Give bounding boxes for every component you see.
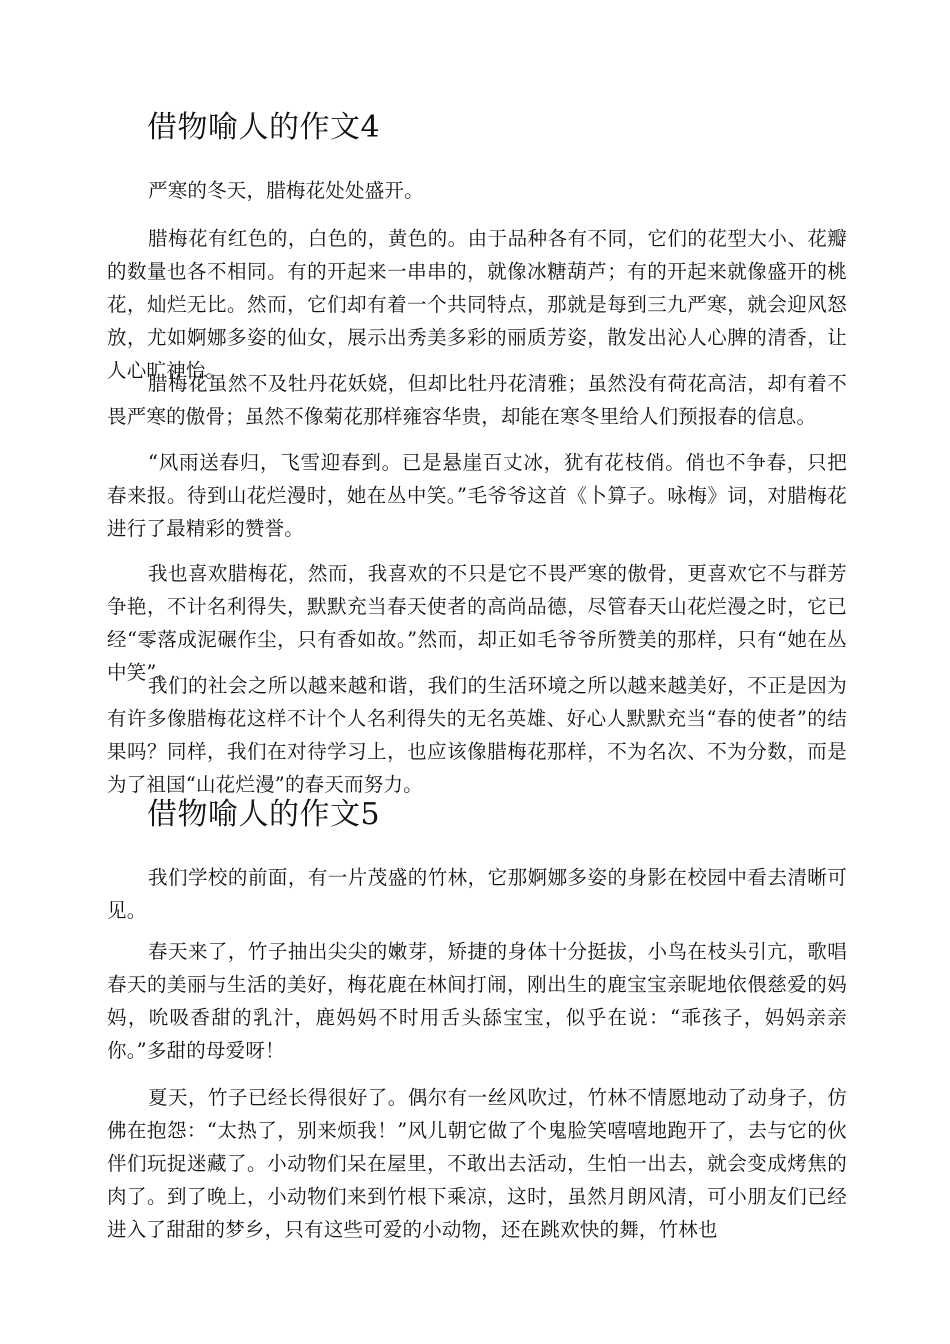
paragraph: 夏天，竹子已经长得很好了。偶尔有一丝风吹过，竹林不情愿地动了动身子，仿佛在抱怨：“太热了，别来烦我！”风儿朝它做了个鬼脸笑嘻嘻地跑开了，去与它的伙伴们玩捉迷藏了。小动物们呆在屋里，不敢出去活动，生怕一出去，就会变成烤焦的肉了。到了晚上，小动物们来到竹根下乘凉，这时，虽然月朗风清，可小朋友们已经进入了甜甜的梦乡，只有这些可爱的小动物，还在跳欢快的舞，竹林也: [107, 1086, 847, 1241]
paragraph: “风雨送春归，飞雪迎春到。已是悬崖百丈冰，犹有花枝俏。俏也不争春，只把春来报。待到山花烂漫时，她在丛中笑。”毛爷爷这首《卜算子。咏梅》词，对腊梅花进行了最精彩的赞誉。: [107, 451, 847, 540]
paragraph: 严寒的冬天，腊梅花处处盛开。: [148, 179, 424, 202]
paragraph: 我们的社会之所以越来越和谐，我们的生活环境之所以越来越美好，不正是因为有许多像腊梅花这样不计个人名利得失的无名英雄、好心人默默充当“春的使者”的结果吗？同样，我们在对待学习上，也应该像腊梅花那样，不为名次、不为分数，而是为了祖国“山花烂漫”的春天而努力。: [107, 674, 847, 796]
section-heading: 借物喻人的作文4: [147, 110, 381, 145]
paragraph: 春天来了，竹子抽出尖尖的嫩芽，矫捷的身体十分挺拔，小鸟在枝头引亢，歌唱春天的美丽与生活的美好，梅花鹿在林间打闹，刚出生的鹿宝宝亲昵地依偎慈爱的妈妈，吮吸香甜的乳汁，鹿妈妈不时用舌头舔宝宝，似乎在说：“乖孩子，妈妈亲亲你。”多甜的母爱呀！: [107, 940, 847, 1062]
section-heading: 借物喻人的作文5: [147, 797, 381, 832]
paragraph: 腊梅花有红色的，白色的，黄色的。由于品种各有不同，它们的花型大小、花瓣的数量也各不相同。有的开起来一串串的，就像冰糖葫芦；有的开起来就像盛开的桃花，灿烂无比。然而，它们却有着一个共同特点，那就是每到三九严寒，就会迎风怒放，尤如婀娜多姿的仙女，展示出秀美多彩的丽质芳姿，散发出沁人心脾的清香，让人心旷神怡。: [107, 227, 847, 382]
paragraph: 我们学校的前面，有一片茂盛的竹林，它那婀娜多姿的身影在校园中看去清晰可见。: [107, 866, 847, 922]
paragraph: 腊梅花虽然不及牡丹花妖娆，但却比牡丹花清雅；虽然没有荷花高洁，却有着不畏严寒的傲骨；虽然不像菊花那样雍容华贵，却能在寒冬里给人们预报春的信息。: [107, 372, 847, 428]
paragraph: 我也喜欢腊梅花，然而，我喜欢的不只是它不畏严寒的傲骨，更喜欢它不与群芳争艳，不计名利得失，默默充当春天使者的高尚品德，尽管春天山花烂漫之时，它已经“零落成泥碾作尘，只有香如故。”然而，却正如毛爷爷所赞美的那样，只有“她在丛中笑”。: [107, 562, 847, 684]
